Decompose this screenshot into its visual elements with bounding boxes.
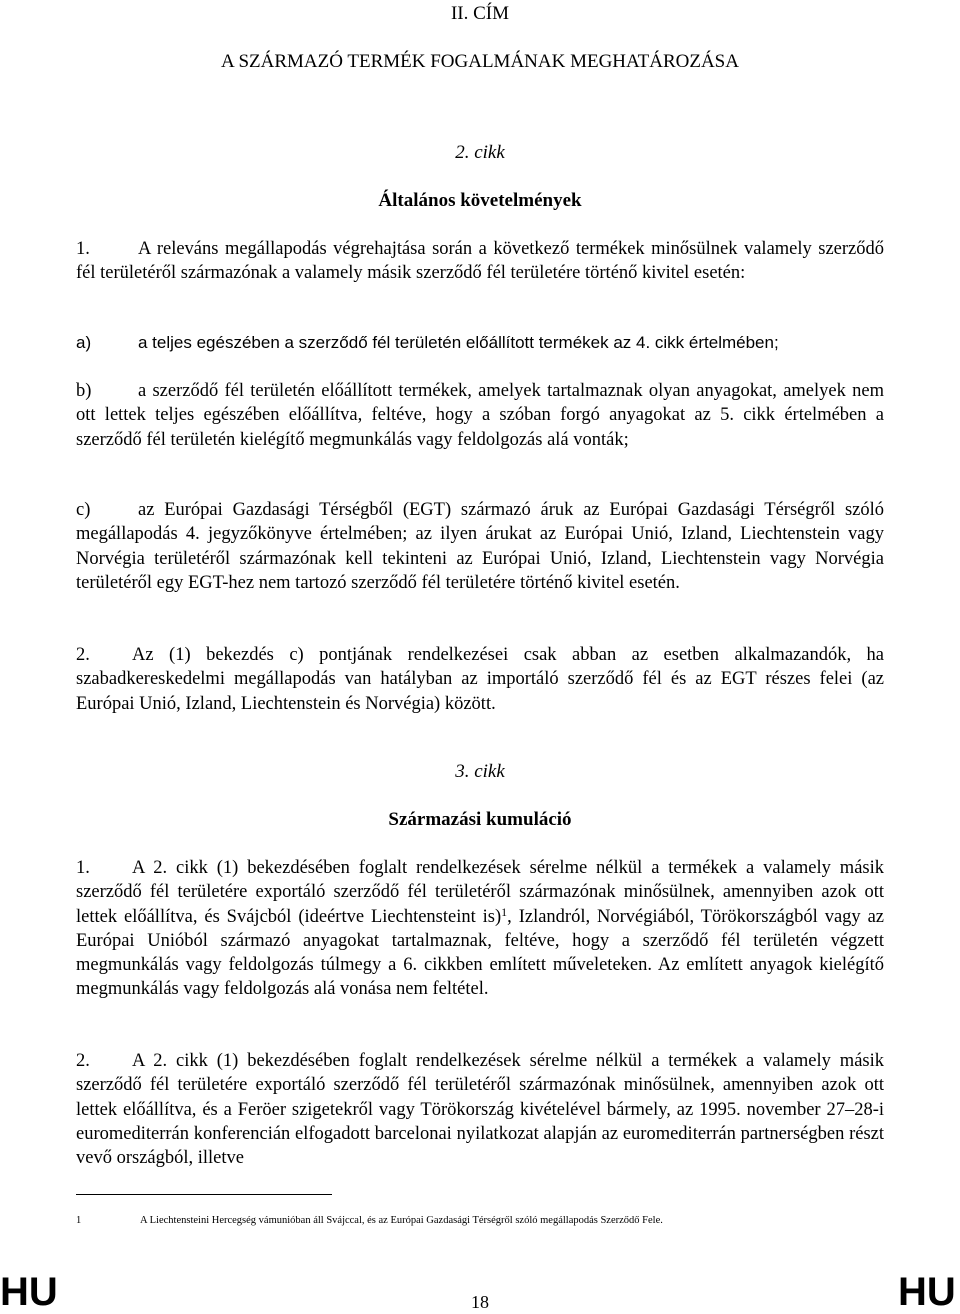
paragraph-text: A 2. cikk (1) bekezdésében foglalt rendelkezések sérelme nélkül a termékek a valamely másik szerződő fél területére exportáló szerződő fél területéről származónak minősülnek, amennyiben azok ott lettek előállítva, és Svájcból (ideértve Liechtensteint is) — [76, 858, 884, 927]
paragraph-text: A 2. cikk (1) bekezdésében foglalt rendelkezések sérelme nélkül a termékek a valamely másik szerződő fél területére exportáló szerződő fél területéről származónak minősülnek, amennyiben azok ott lettek előállítva, és a Feröer szigetekről vagy Törökország kivételével bármely, az 1995. november 27–28-i euromediterrán konferencián elfogadott barcelonai nyilatkozat alapján az euromediterrán partnerségben részt vevő országból, illetve — [76, 1051, 884, 1169]
footnote-number: 1 — [76, 1215, 82, 1226]
article-2-paragraph-2 — [76, 643, 884, 716]
footnote — [76, 1214, 896, 1228]
part-subtitle: A SZÁRMAZÓ TERMÉK FOGALMÁNAK MEGHATÁROZÁSA — [221, 51, 739, 72]
point-a — [76, 331, 884, 355]
article-3-heading: Származási kumuláció — [388, 809, 572, 830]
footnote-divider — [76, 1194, 332, 1195]
paragraph-number: 2. — [76, 1051, 90, 1071]
point-c — [76, 498, 884, 595]
article-3-number: 3. cikk — [455, 761, 505, 782]
part-title: II. CÍM — [450, 3, 510, 24]
language-code-left: HU — [0, 1270, 58, 1314]
point-label: b) — [76, 381, 92, 401]
paragraph-number: 1. — [76, 239, 90, 259]
point-text: a teljes egészében a szerződő fél területén előállított termékek az 4. cikk értelmében; — [138, 333, 779, 352]
article-2-paragraph-1 — [76, 237, 884, 286]
footnote-reference[interactable]: 1 — [501, 904, 508, 919]
paragraph-number: 1. — [76, 858, 90, 878]
point-label: a) — [76, 333, 92, 352]
article-3-paragraph-1 — [76, 856, 884, 1002]
point-text: a szerződő fél területén előállított termékek, amelyek tartalmaznak olyan anyagokat, amelyek nem ott lettek teljes egészében előállítva, feltéve, hogy a szóban forgó anyagokat az 5. cikk értelmében a szerződő fél területén kielégítő megmunkálás vagy feldolgozás alá vonták; — [76, 381, 884, 450]
article-2-heading: Általános követelmények — [378, 190, 582, 211]
paragraph-number: 2. — [76, 645, 90, 665]
paragraph-text: Az (1) bekezdés c) pontjának rendelkezései csak abban az esetben alkalmazandók, ha szabadkereskedelmi megállapodás van hatályban az importáló szerződő fél és az EGT részes felei (az Európai Unió, Izland, Liechtenstein és Norvégia) között. — [76, 645, 884, 714]
article-3-paragraph-2 — [76, 1049, 884, 1170]
page-number: 18 — [471, 1292, 489, 1312]
footnote-text: A Liechtensteini Hercegség vámunióban áll Svájccal, és az Európai Gazdasági Térségről szóló megállapodás Szerződő Fele. — [140, 1215, 663, 1226]
paragraph-text: A releváns megállapodás végrehajtása során a következő termékek minősülnek valamely szerződő fél területéről származónak a valamely másik szerződő fél területére történő kivitel esetén: — [76, 239, 884, 284]
point-b — [76, 379, 884, 452]
point-text: az Európai Gazdasági Térségből (EGT) származó áruk az Európai Gazdasági Térségről szóló megállapodás 4. jegyzőkönyve értelmében; az ilyen árukat az Európai Unió, Izland, Liechtenstein vagy Norvégia területéről származónak kell tekinteni az Európai Unió, Izland, Liechtenstein vagy Norvégia területéről egy EGT-hez nem tartozó szerződő fél területére történő kivitel esetén. — [76, 500, 884, 593]
language-code-right: HU — [898, 1270, 956, 1314]
paragraph-text-continued: , Izlandról, Norvégiából, Törökországból vagy az Európai Unióból származó anyagokat tartalmaznak, feltéve, hogy a szerződő fél területén végzett megmunkálás vagy feldolgozás túlmegy a 6. cikkben említett műveleteken. Az említett anyagok kielégítő megmunkálás vagy feldolgozás alá vonása nem feltétel. — [76, 906, 885, 1000]
article-2-number: 2. cikk — [455, 142, 505, 163]
point-label: c) — [76, 500, 91, 520]
